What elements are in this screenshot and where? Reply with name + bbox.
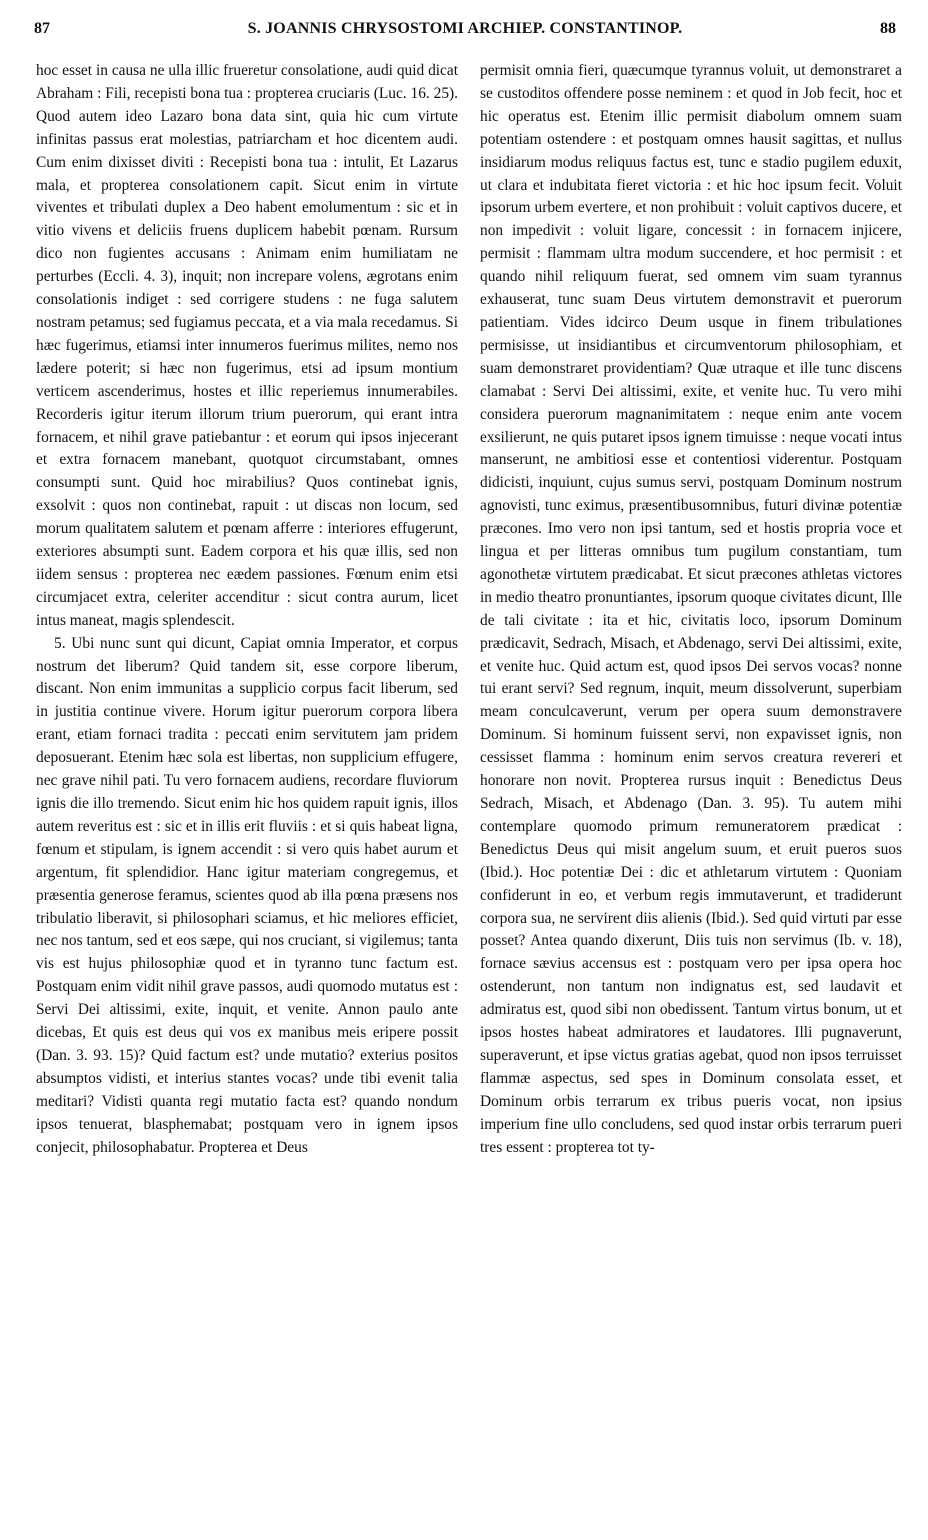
running-header	[34, 20, 896, 50]
page-number-left: 87	[34, 20, 50, 37]
left-paragraph-2: 5. Ubi nunc sunt qui dicunt, Capiat omnia Imperator, et corpus nostrum det liberum? Quid tandem sit, esse corpore liberum, discant. Non enim immunitas a supplicio corpus facit liberum, sed in justitia continue vivere. Horum igitur puerorum corpora libera erant, etiam fornaci tradita : peccati enim servitutem jam pridem deposuerant. Etenim hæc sola est libertas, non supplicium effugere, nec grave nihil pati. Tu vero fornacem audiens, recordare fluviorum ignis die illo tremendo. Sicut enim hic hos quidem rapuit ignis, illos autem reveritus est : sic et in illis erit fluviis : et si quis habeat ligna, fœnum et stipulam, is ignem accendit : si vero quis habet aurum et argentum, fit splendidior. Hanc igitur materiam congregemus, et præsentia generose feramus, scientes quod ab illa pœna præsens nos tribulatio liberavit, si philosophari sciamus, et hic meliores efficiet, nec nos tantum, sed et eos sæpe, qui nos cruciant, si vigilemus; tanta vis est hujus philosophiæ quod et in tyranno tunc factum est. Postquam enim vidit nihil grave passos, audi quomodo mutatus est : Servi Dei altissimi, exite, inquit, et venite. Annon paulo ante dicebas, Et quis est deus qui vos ex manibus meis eripere possit (Dan. 3. 93. 15)? Quid factum est? unde mutatio? exterius positos absumptos vidisti, et interius stantes vocas? unde tibi evenit talia meditari? Vidisti quanta regi mutatio facta est? quando nondum ipsos tenuerat, blasphemabat; postquam vero in ignem ipsos conjecit, philosophabatur. Propterea et Deus	[36, 634, 458, 1156]
page-number-right: 88	[880, 20, 896, 37]
right-paragraph-1: permisit omnia fieri, quæcumque tyrannus voluit, ut demonstraret a se custoditos offendere posse neminem : et quod in Job fecit, hoc et hic operatus est. Etenim illic permisit diabolum omnem suam potentiam ostendere : et postquam omnes hausit sagittas, et nullus insidiarum modus reliquus factus est, tunc e stadio pugilem eduxit, ut clara et indubitata fieret victoria : et hic hoc ipsum fecit. Voluit ipsorum urbem evertere, et non prohibuit : voluit captivos ducere, et non impedivit : voluit ligare, concessit : in fornacem injicere, permisit : flammam ultra modum succendere, et hoc permisit : et quando nihil reliquum fuerat, sed omnem vim suam tyrannus exhauserat, tunc suam Deus virtutem demonstravit et puerorum patientiam. Vides idcirco Deum usque in finem tribulationes permisisse, ut insidiantibus et circumventorum philosophiam, et suam demonstraret providentiam? Quæ utraque et ille tunc discens clamabat : Servi Dei altissimi, exite, et venite huc. Tu vero mihi considera puerorum magnanimitatem : neque enim ante vocem exsilierunt, ne quis putaret ipsos ignem timuisse : neque vocati intus manserunt, ne ambitiosi esse et contentiosi viderentur. Postquam didicisti, inquiunt, cujus sumus servi, postquam Dominum nostrum agnovisti, tunc eximus, præsentibusomnibus, futuri divinæ potentiæ præcones. Imo vero non ipsi tantum, sed et hostis propria voce et lingua et per litteras omnibus tum pugilum constantiam, tum agonothetæ virtutem prædicabat. Et sicut præcones athletas victores in medio theatro pronuntiantes, ipsorum quoque civitates dicunt, Ille de tali civitate : ita et hic, civitatis loco, ipsorum Dominum prædicavit, Sedrach, Misach, et Abdenago, servi Dei altissimi, exite, et venite huc. Quid actum est, quod ipsos Dei servos vocas? nonne tui erant servi? Sed regnum, inquit, meum dissolverunt, superbiam meam conculcaverunt, verum per opera suum demonstravere Dominum. Si hominum fuissent servi, non expavisset ignis, non cessisset flamma : hominum enim servos creatura revereri et honorare non novit. Propterea rursus inquit : Benedictus Deus Sedrach, Misach, et Abdenago (Dan. 3. 95). Tu autem mihi contemplare quomodo primum remuneratorem prædicat : Benedictus Deus qui misit angelum suum, et eruit pueros suos (Ibid.). Hoc potentiæ Dei : dic et athletarum virtutem : Quoniam confiderunt in eo, et verbum regis immutaverunt, et tradiderunt corpora sua, ne servirent diis alienis (Ibid.). Sed quid virtuti par esse posset? Antea quando dixerunt, Diis tuis non servimus (Ib. v. 18), fornace sævius accensus est : postquam vero per ipsa opera hoc ostenderunt, non tantum non indignatus est, sed laudavit et admiratus est, quod sibi non obedissent. Tantum virtus bonum, ut et ipsos hostes habeat admiratores et laudatores. Illi pugnaverunt, superaverunt, et ipse victus gratias agebat, quod non ipsos terruisset flammæ aspectus, sed spes in Dominum consolata esset, et Dominum orbis terrarum ex tribus pueris vocat, non ipsius imperium fine ullo concludens, sed quod instar orbis terrarum pueri tres essent : propterea tot ty-	[480, 62, 902, 1156]
running-title: S. JOANNIS CHRYSOSTOMI ARCHIEP. CONSTANTINOP.	[247, 20, 683, 37]
left-paragraph-1: hoc esset in causa ne ulla illic frueretur consolatione, audi quid dicat Abraham : Fili, recepisti bona tua : propterea cruciaris (Luc. 16. 25). Quod autem ideo Lazaro bona data sint, quia hic cum virtute infinitas passus erat molestias, patriarcham et hoc dicentem audi. Cum enim dixisset diviti : Recepisti bona tua : intulit, Et Lazarus mala, et propterea consolationem capit. Sicut enim in virtute viventes et tribulati duplex a Deo habent emolumentum : sic et in vitio vivens et deliciis fruens duplicem habebit pœnam. Rursum dico non fugientes accusans : Animam enim humiliatam ne perturbes (Eccli. 4. 3), inquit; non increpare volens, ægrotans enim consolationis indiget : sed corrigere studens : ne fuga salutem nostram petamus; sed fugiamus peccata, et a via mala recedamus. Si hæc fugerimus, etiamsi inter innumeros fuerimus milites, nemo nos lædere poterit; si hæc non fugerimus, etsi ad ipsum montium verticem ascenderimus, hostes et illic reperiemus innumerabiles. Recorderis igitur iterum illorum trium puerorum, qui erant intra fornacem, et nihil grave patiebantur : et eorum qui ipsos injecerant et extra fornacem manebant, quotquot circumstabant, omnes consumpti sunt. Quid hoc mirabilius? Quos continebat ignis, exsolvit : quos non continebat, rapuit : ut discas non locum, sed morum qualitatem salutem et pœnam afferre : interiores effugerunt, exteriores absumpti sunt. Eadem corpora et his quæ illis, sed non iidem sensus : propterea nec eædem passiones. Fœnum enim etsi circumjacet extra, celeriter accenditur : sicut contra aurum, licet intus maneat, magis splendescit.	[36, 62, 458, 629]
right-column	[480, 60, 902, 1160]
left-column	[36, 60, 458, 1160]
